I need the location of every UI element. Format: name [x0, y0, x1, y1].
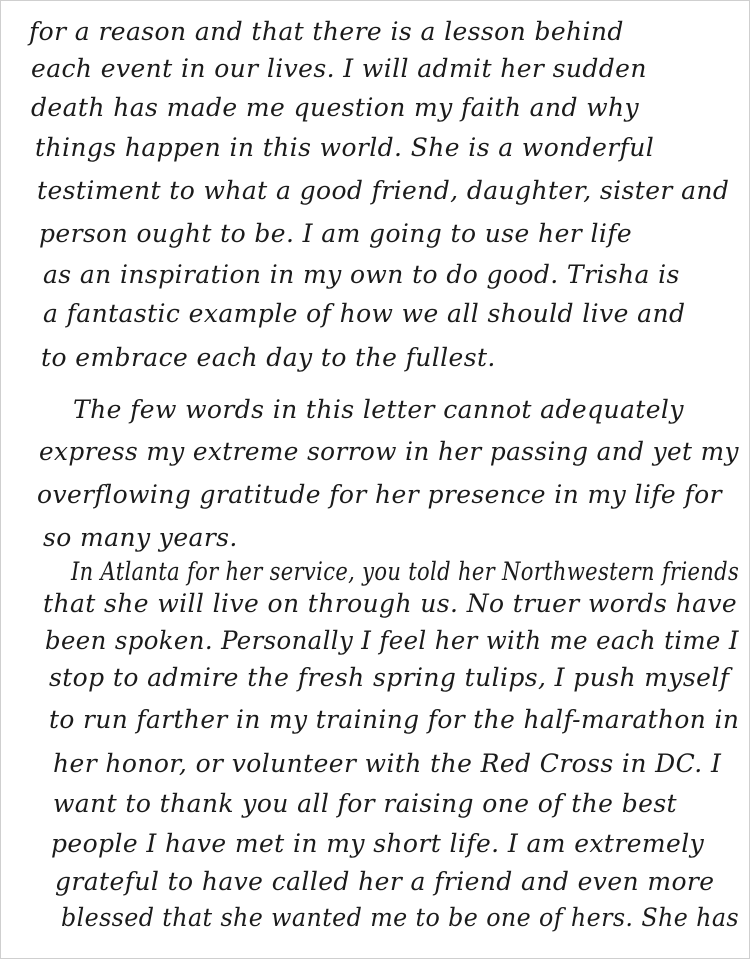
letter-line-18: to run farther in my training for the half-marathon in	[49, 705, 740, 734]
letter-line-15: that she will live on through us. No truer words have	[43, 589, 738, 618]
letter-line-21: people I have met in my short life. I am extremely	[51, 829, 705, 858]
letter-line-2: each event in our lives. I will admit her sudden	[31, 54, 647, 83]
letter-line-8: a fantastic example of how we all should live and	[43, 299, 686, 328]
letter-line-6: person ought to be. I am going to use her life	[39, 219, 633, 248]
letter-line-11: express my extreme sorrow in her passing and yet my	[39, 437, 739, 466]
letter-line-23: blessed that she wanted me to be one of hers. She has	[61, 903, 740, 932]
letter-line-3: death has made me question my faith and why	[31, 93, 640, 122]
handwritten-letter	[1, 1, 750, 959]
letter-line-22: grateful to have called her a friend and even more	[55, 867, 715, 896]
letter-line-9: to embrace each day to the fullest.	[41, 343, 496, 372]
letter-line-10: The few words in this letter cannot adequately	[73, 395, 684, 424]
letter-line-17: stop to admire the fresh spring tulips, I push myself	[49, 663, 730, 692]
letter-line-4: things happen in this world. She is a wonderful	[35, 133, 655, 162]
letter-line-7: as an inspiration in my own to do good. Trisha is	[43, 260, 680, 289]
letter-line-14: In Atlanta for her service, you told her Northwestern friends	[71, 557, 740, 586]
letter-line-12: overflowing gratitude for her presence in my life for	[37, 480, 722, 509]
letter-line-16: been spoken. Personally I feel her with me each time I	[45, 626, 739, 655]
letter-line-1: for a reason and that there is a lesson behind	[29, 17, 624, 46]
letter-line-5: testiment to what a good friend, daughter, sister and	[37, 176, 730, 205]
letter-line-13: so many years.	[43, 523, 238, 552]
letter-line-20: want to thank you all for raising one of the best	[53, 789, 677, 818]
letter-line-19: her honor, or volunteer with the Red Cross in DC. I	[53, 749, 722, 778]
